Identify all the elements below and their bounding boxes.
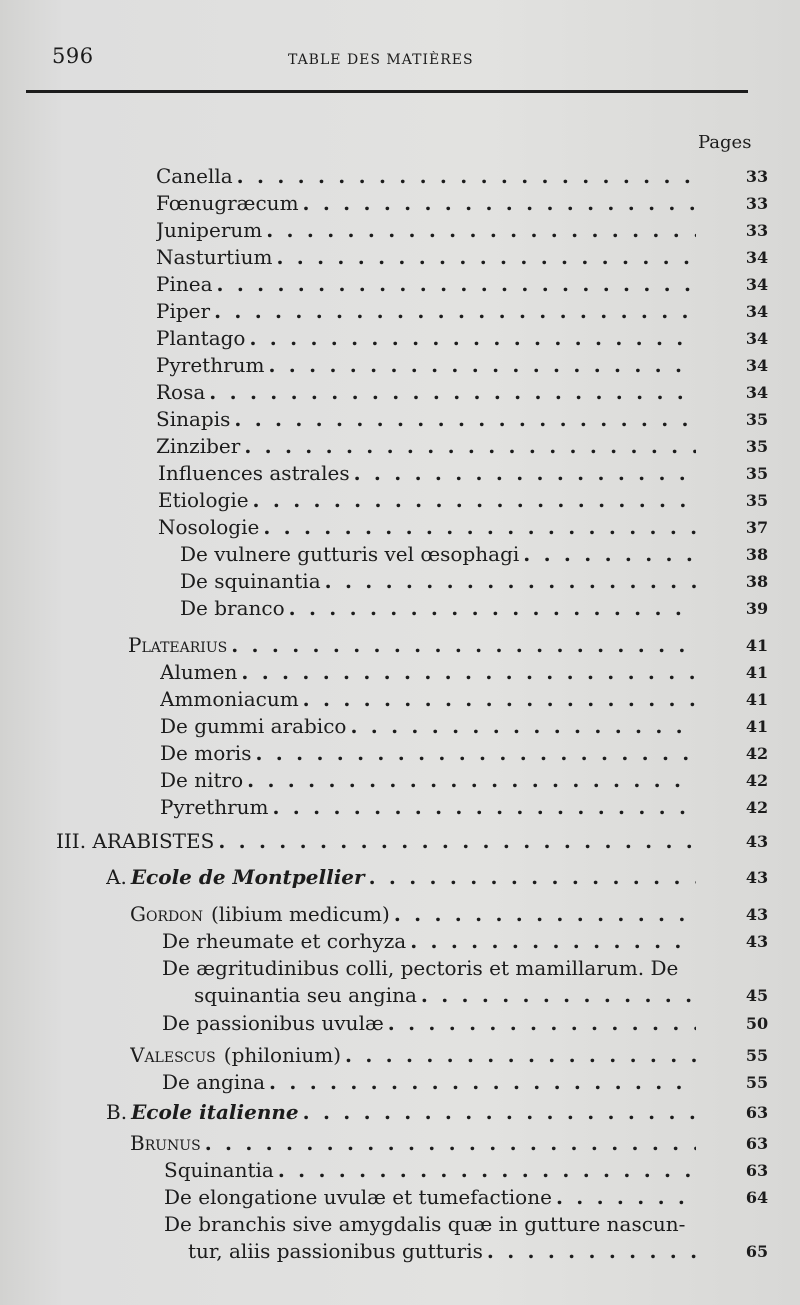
dot-leader xyxy=(209,379,696,406)
entry-title: Fœnugræcum xyxy=(156,191,299,215)
page-number: 596 xyxy=(52,44,94,68)
toc-entry xyxy=(158,460,696,487)
entry-page: 63 xyxy=(745,1103,769,1122)
entry-subtitle: (philonium) xyxy=(223,1043,342,1067)
entry-title: Influences astrales xyxy=(158,461,350,485)
entry-page: 41 xyxy=(745,717,769,736)
dot-leader xyxy=(253,487,696,514)
dot-leader xyxy=(303,1099,696,1126)
entry-page: 34 xyxy=(745,383,769,402)
entry-page: 35 xyxy=(745,464,769,483)
toc-entry xyxy=(164,1157,696,1184)
entry-title: Nasturtium xyxy=(156,245,273,269)
toc-entry xyxy=(162,1069,696,1096)
entry-title: Ammoniacum xyxy=(160,687,299,711)
toc-entry xyxy=(130,1042,696,1069)
entry-page: 38 xyxy=(745,545,769,564)
entry-page: 35 xyxy=(745,491,769,510)
entry-title: Squinantia xyxy=(164,1158,274,1182)
entry-page: 43 xyxy=(745,932,769,951)
entry-page: 63 xyxy=(745,1134,769,1153)
entry-title: De moris xyxy=(160,741,252,765)
toc-entry xyxy=(160,713,696,740)
dot-leader xyxy=(266,217,696,244)
entry-title: Gordon xyxy=(130,902,203,926)
running-title: TABLE DES MATIÈRES xyxy=(288,52,474,68)
dot-leader xyxy=(350,713,696,740)
dot-leader xyxy=(231,632,696,659)
toc-entry xyxy=(156,406,696,433)
entry-page: 38 xyxy=(745,572,769,591)
entry-title: Canella xyxy=(156,164,233,188)
toc-entry xyxy=(188,1238,708,1265)
entry-prefix: B. xyxy=(106,1100,128,1124)
entry-title: Sinapis xyxy=(156,407,231,431)
entry-page: 43 xyxy=(745,905,769,924)
toc-entry xyxy=(130,1130,696,1157)
entry-title: De angina xyxy=(162,1070,266,1094)
entry-title: De branco xyxy=(180,596,285,620)
toc-subsection-entry xyxy=(106,1099,696,1126)
entry-page: 42 xyxy=(745,744,769,763)
entry-title: tur, aliis passionibus gutturis xyxy=(188,1239,483,1263)
dot-leader xyxy=(556,1184,696,1211)
entry-title: Plantago xyxy=(156,326,246,350)
toc-entry xyxy=(160,740,696,767)
entry-page: 35 xyxy=(745,410,769,429)
toc-entry xyxy=(158,487,696,514)
entry-page: 37 xyxy=(745,518,769,537)
dot-leader xyxy=(217,271,697,298)
entry-title: De gummi arabico xyxy=(160,714,347,738)
toc-entry xyxy=(160,686,696,713)
dot-leader xyxy=(269,1069,696,1096)
entry-subtitle: (libium medicum) xyxy=(210,902,390,926)
dot-leader xyxy=(218,828,696,855)
toc-entry xyxy=(156,298,696,325)
toc-entry xyxy=(156,433,696,460)
entry-title-line: De branchis sive amygdalis quæ in gutture nascun- xyxy=(164,1212,686,1236)
toc-entry xyxy=(194,982,696,1009)
toc-entry xyxy=(130,901,696,928)
entry-page: 42 xyxy=(745,798,769,817)
entry-title: Juniperum xyxy=(156,218,263,242)
entry-page: 55 xyxy=(745,1046,769,1065)
entry-title: Brunus xyxy=(130,1131,201,1155)
entry-page: 41 xyxy=(745,636,769,655)
entry-title: Ecole de Montpellier xyxy=(130,865,365,889)
dot-leader xyxy=(205,1130,696,1157)
toc-entry xyxy=(160,794,696,821)
toc-entry xyxy=(128,632,696,659)
toc-entry xyxy=(156,163,696,190)
entry-title-line: De ægritudinibus colli, pectoris et mamillarum. De xyxy=(162,956,679,980)
entry-title: Pyrethrum xyxy=(156,353,265,377)
dot-leader xyxy=(244,433,696,460)
entry-page: 45 xyxy=(745,986,769,1005)
dot-leader xyxy=(234,406,696,433)
dot-leader xyxy=(263,514,696,541)
entry-page: 33 xyxy=(745,221,769,240)
entry-page: 42 xyxy=(745,771,769,790)
entry-page: 39 xyxy=(745,599,769,618)
toc-entry xyxy=(156,244,696,271)
dot-leader xyxy=(303,686,696,713)
dot-leader xyxy=(278,1157,696,1184)
entry-title: Pyrethrum xyxy=(160,795,269,819)
toc-entry xyxy=(160,767,696,794)
toc-section-entry xyxy=(56,828,696,855)
entry-title: De nitro xyxy=(160,768,244,792)
dot-leader xyxy=(276,244,696,271)
entry-page: 41 xyxy=(745,663,769,682)
dot-leader xyxy=(241,659,696,686)
toc-entry xyxy=(162,1010,696,1037)
dot-leader xyxy=(523,541,696,568)
entry-page: 34 xyxy=(745,302,769,321)
entry-page: 41 xyxy=(745,690,769,709)
entry-prefix: A. xyxy=(106,865,127,889)
entry-title: Etiologie xyxy=(158,488,249,512)
entry-page: 64 xyxy=(745,1188,769,1207)
entry-title: Piper xyxy=(156,299,211,323)
entry-page: 34 xyxy=(745,329,769,348)
dot-leader xyxy=(325,568,696,595)
entry-title: Zinziber xyxy=(156,434,241,458)
toc-entry xyxy=(156,325,696,352)
dot-leader xyxy=(345,1042,696,1069)
pages-column-heading: Pages xyxy=(698,132,752,153)
header-rule xyxy=(26,90,748,93)
dot-leader xyxy=(369,864,696,891)
entry-page: 50 xyxy=(745,1014,769,1033)
entry-title: Alumen xyxy=(160,660,238,684)
entry-page: 34 xyxy=(745,248,769,267)
entry-title: De vulnere gutturis vel œsophagi xyxy=(180,542,520,566)
dot-leader xyxy=(421,982,696,1009)
entry-title: Pinea xyxy=(156,272,213,296)
dot-leader xyxy=(303,190,696,217)
entry-title: Valescus xyxy=(130,1043,216,1067)
entry-page: 34 xyxy=(745,356,769,375)
toc-entry xyxy=(156,271,696,298)
dot-leader xyxy=(237,163,696,190)
dot-leader xyxy=(410,928,696,955)
toc-entry xyxy=(156,352,696,379)
entry-page: 43 xyxy=(745,868,769,887)
toc-entry xyxy=(158,514,696,541)
dot-leader xyxy=(247,767,696,794)
entry-page: 43 xyxy=(745,832,769,851)
toc-entry xyxy=(156,379,696,406)
dot-leader xyxy=(272,794,696,821)
entry-title: De squinantia xyxy=(180,569,321,593)
dot-leader xyxy=(487,1238,708,1265)
dot-leader xyxy=(249,325,696,352)
entry-title: squinantia seu angina xyxy=(194,983,417,1007)
toc-entry xyxy=(156,217,696,244)
entry-page: 33 xyxy=(745,194,769,213)
dot-leader xyxy=(255,740,696,767)
entry-title: Rosa xyxy=(156,380,206,404)
entry-title: Ecole italienne xyxy=(131,1100,299,1124)
toc-entry xyxy=(180,568,696,595)
dot-leader xyxy=(388,1010,696,1037)
entry-title: De passionibus uvulæ xyxy=(162,1011,384,1035)
entry-page: 55 xyxy=(745,1073,769,1092)
dot-leader xyxy=(394,901,696,928)
toc-entry xyxy=(164,1184,696,1211)
toc-entry xyxy=(180,541,696,568)
dot-leader xyxy=(268,352,696,379)
toc-subsection-entry xyxy=(106,864,696,891)
dot-leader xyxy=(354,460,696,487)
entry-page: 35 xyxy=(745,437,769,456)
toc-entry xyxy=(162,928,696,955)
entry-title: III. ARABISTES xyxy=(56,829,215,853)
entry-title: De rheumate et corhyza xyxy=(162,929,407,953)
entry-title: Nosologie xyxy=(158,515,260,539)
toc-entry xyxy=(160,659,696,686)
entry-page: 65 xyxy=(745,1242,769,1261)
entry-page: 63 xyxy=(745,1161,769,1180)
dot-leader xyxy=(214,298,696,325)
entry-page: 33 xyxy=(745,167,769,186)
toc-entry xyxy=(156,190,696,217)
entry-title: Platearius xyxy=(128,633,228,657)
dot-leader xyxy=(289,595,696,622)
entry-page: 34 xyxy=(745,275,769,294)
toc-entry xyxy=(180,595,696,622)
entry-title: De elongatione uvulæ et tumefactione xyxy=(164,1185,552,1209)
